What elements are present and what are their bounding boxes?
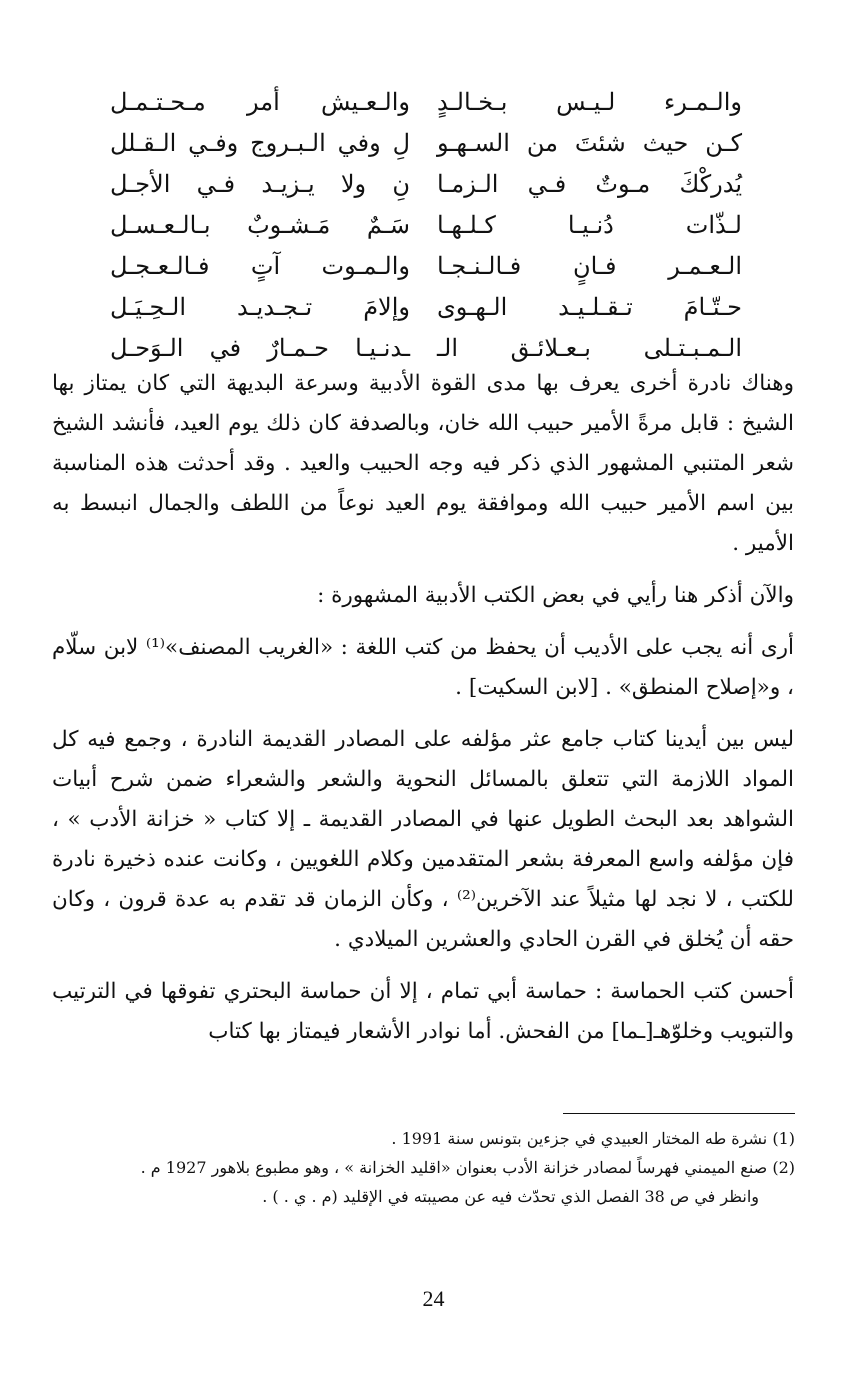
paragraph: ليس بين أيدينا كتاب جامع عثر مؤلفه على المصادر القديمة النادرة ، وجمع فيه كل المواد اللازمة التي تتعلق بالمسائل النحوية والشعر والشعراء ضمن شرح أبيات الشواهد بعد البحث الطويل عنها في المصادر القديمة ـ إلا كتاب « خزانة الأدب » ، فإن مؤلفه واسع المعرفة بشعر المتقدمين وكلام اللغويين ، وكانت عنده ذخيرة نادرة للكتب ، لا نجد لها مثيلاً عند الآخرين⁽²⁾ ، وكأن الزمان قد تقدم به عدة قرون ، وكان حقه أن يُخلق في القرن الحادي والعشرين الميلادي . (52, 727, 794, 952)
body-text (52, 364, 794, 1052)
poem-verse-second-half: والـعـيش أمر مـحـتـمـل (110, 88, 410, 116)
poem-verse-first-half: الـمـبـتـلى بـعـلائـق الـ (437, 334, 742, 362)
poem-verse-first-half: والـمـرء لـيـس بـخـالـدٍ (437, 88, 742, 116)
poem-verse-second-half: لِ وفي الـبـروج وفـي الـقـلل (110, 129, 410, 157)
poem-verse-first-half: يُدركْكَ مـوتٌ فـي الـزمـا (437, 170, 742, 198)
poem-verse-second-half: ـدنـيـا حـمـارٌ في الـوَحـل (110, 334, 410, 362)
poem-verse-second-half: سَـمٌ مَـشـوبٌ بـالـعـسـل (110, 211, 410, 239)
page-number: 24 (422, 1286, 445, 1311)
footnotes (80, 1124, 795, 1211)
poem-verse-first-half: الـعـمـر فـانٍ فـالـنـجـا (437, 252, 742, 280)
poem-verse-second-half: نِ ولا يـزيـد فـي الأجـل (110, 170, 410, 198)
footnote-2: (2) صنع الميمني فهرساً لمصادر خزانة الأدب بعنوان «اقليد الخزانة » ، وهو مطبوع بلاهور 1927 م . (140, 1158, 795, 1177)
poem-second-hemistichs (110, 82, 410, 369)
paragraph: والآن أذكر هنا رأيي في بعض الكتب الأدبية المشهورة : (317, 583, 794, 608)
footnote-2-continuation: وانظر في ص 38 الفصل الذي تحدّث فيه عن مصيبته في الإقليد (م . ي . ) . (262, 1187, 759, 1206)
poem-verse-second-half: والـمـوت آتٍ فـالـعـجـل (110, 252, 410, 280)
poem-verse-first-half: حـتّـامَ تـقـلـيـد الـهـوى (437, 293, 742, 321)
poem-verse-second-half: وإلامَ تـجـديـد الـحِـيَـل (110, 293, 410, 321)
poem-first-hemistichs (437, 82, 742, 369)
footnote-divider (563, 1113, 795, 1114)
poem-verse-first-half: لـذّات دُنـيـا كـلـهـا (437, 211, 742, 239)
paragraph: وهناك نادرة أخرى يعرف بها مدى القوة الأدبية وسرعة البديهة التي كان يمتاز بها الشيخ : قابل مرةً الأمير حبيب الله خان، وبالصدفة كان ذلك يوم العيد، فأنشد الشيخ شعر المتنبي المشهور الذي ذكر فيه وجه الحبيب والعيد . وقد أحدثت هذه المناسبة بين اسم الأمير حبيب الله وموافقة يوم العيد نوعاً من اللطف والجمال انبسط به الأمير . (52, 371, 794, 556)
paragraph: أحسن كتب الحماسة : حماسة أبي تمام ، إلا أن حماسة البحتري تفوقها في الترتيب والتبويب وخلوّهـ[ـما] من الفحش. أما نوادر الأشعار فيمتاز بها كتاب (52, 979, 794, 1044)
footnote-1: (1) نشرة طه المختار العبيدي في جزءين بتونس سنة 1991 . (391, 1129, 795, 1148)
poem-verse-first-half: كـن حيث شئتَ من السـهـو (437, 129, 742, 157)
paragraph: أرى أنه يجب على الأديب أن يحفظ من كتب اللغة : «الغريب المصنف»⁽¹⁾ لابن سلّام ، و«إصلاح المنطق» . [لابن السكيت] . (52, 635, 794, 700)
poem-block (110, 82, 742, 369)
